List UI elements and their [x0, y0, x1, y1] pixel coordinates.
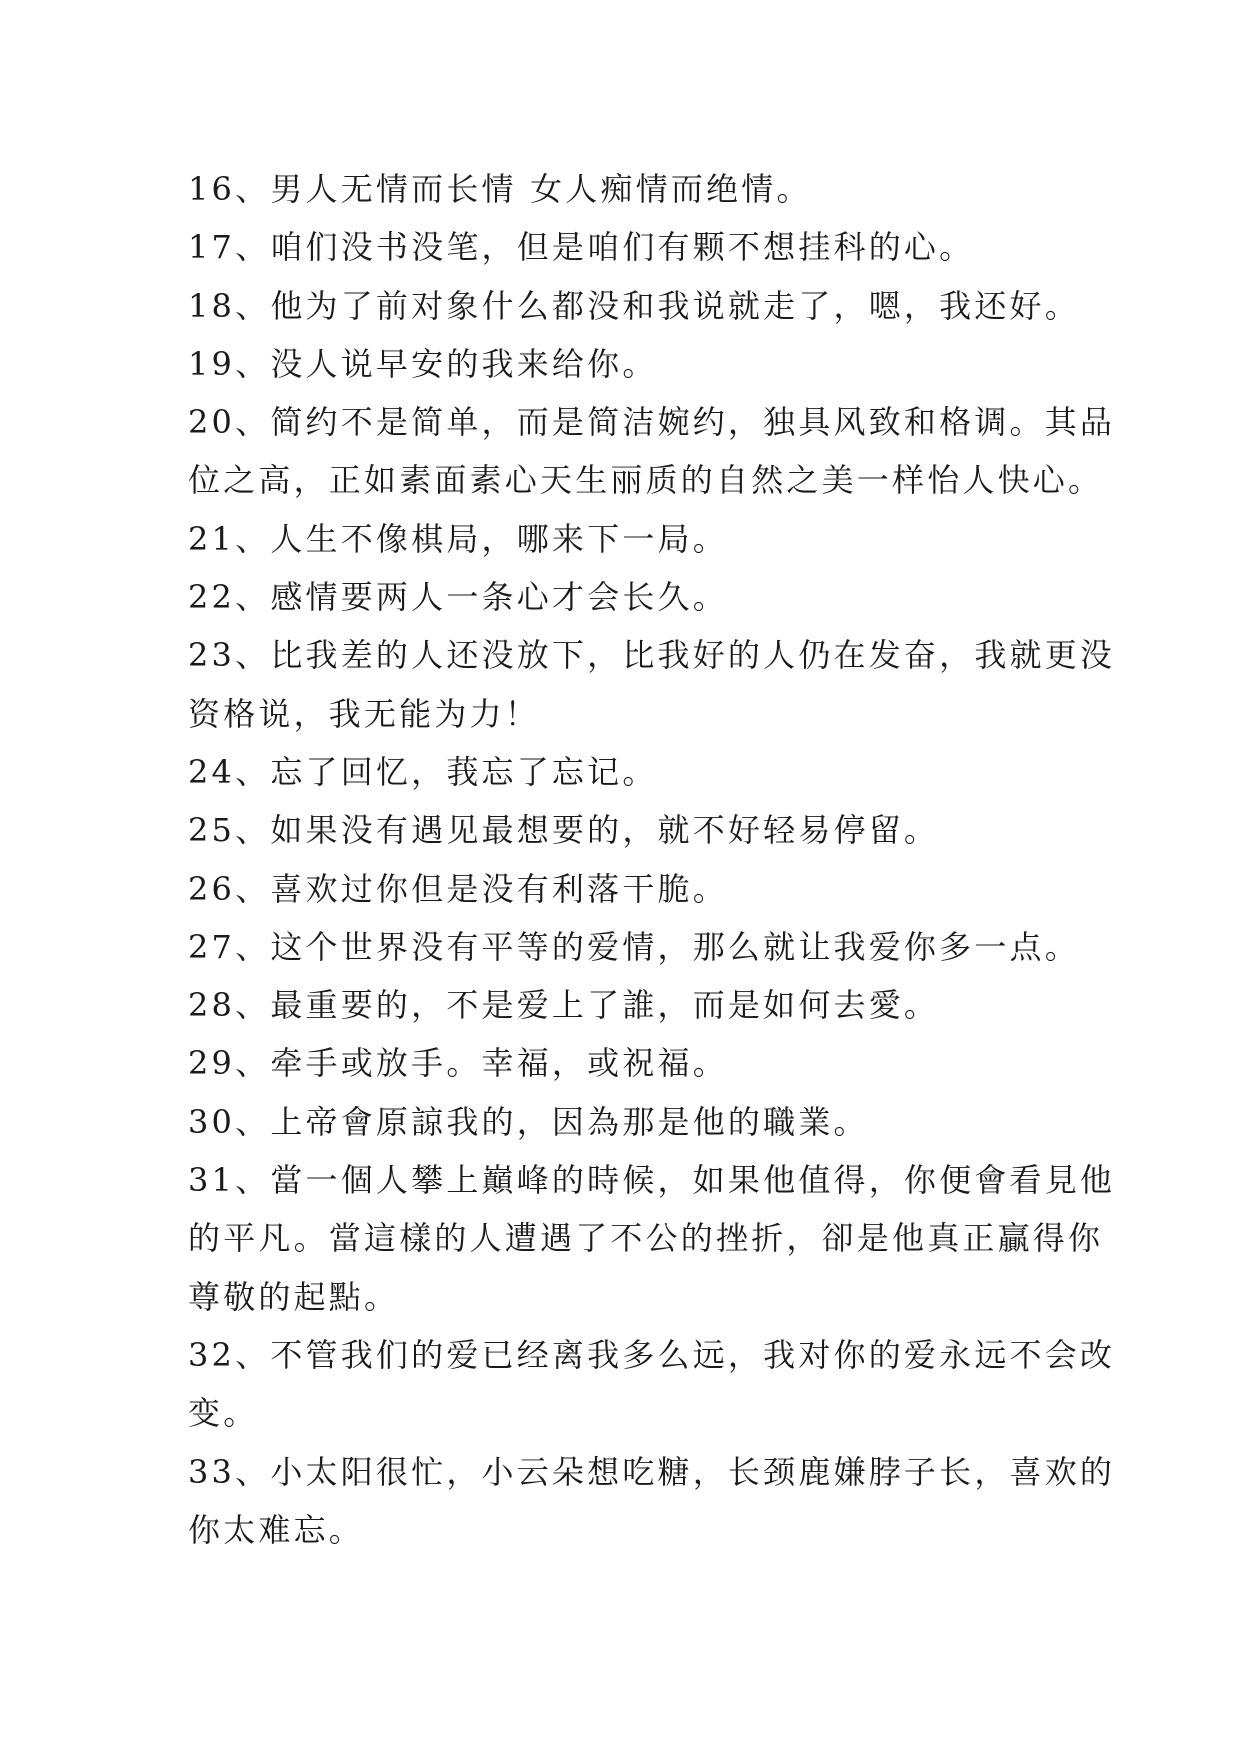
- text-line: 19、没人说早安的我来给你。: [188, 344, 658, 383]
- text-line: 25、如果没有遇见最想要的，就不好轻易停留。: [188, 811, 940, 850]
- text-line: 30、上帝會原諒我的，因為那是他的職業。: [188, 1102, 869, 1141]
- text-line: 变。: [188, 1394, 259, 1433]
- text-line: 18、他为了前对象什么都没和我说就走了，嗯，我还好。: [188, 286, 1080, 325]
- text-line: 20、简约不是简单，而是简洁婉约，独具风致和格调。其品: [188, 403, 1116, 442]
- text-line: 26、喜欢过你但是没有利落干脆。: [188, 869, 728, 908]
- text-line: 33、小太阳很忙，小云朵想吃糖，长颈鹿嫌脖子长，喜欢的: [188, 1452, 1116, 1491]
- document-body: [188, 160, 1116, 1559]
- text-line: 的平凡。當這樣的人遭遇了不公的挫折，卻是他真正贏得你: [188, 1219, 1104, 1258]
- text-line: 21、人生不像棋局，哪来下一局。: [188, 519, 728, 558]
- text-line: 23、比我差的人还没放下，比我好的人仍在发奋，我就更没: [188, 636, 1116, 675]
- text-line: 17、咱们没书没笔，但是咱们有颗不想挂科的心。: [188, 228, 975, 267]
- text-line: 22、感情要两人一条心才会长久。: [188, 578, 728, 617]
- text-line: 资格说，我无能为力！: [188, 694, 541, 733]
- text-line: 16、男人无情而长情 女人痴情而绝情。: [188, 170, 812, 208]
- text-line: 尊敬的起點。: [188, 1277, 400, 1316]
- text-line: 位之高，正如素面素心天生丽质的自然之美一样怡人快心。: [188, 461, 1104, 500]
- text-line: 31、當一個人攀上巔峰的時候，如果他值得，你便會看見他: [188, 1161, 1116, 1200]
- text-line: 32、不管我们的爱已经离我多么远，我对你的爱永远不会改: [188, 1335, 1116, 1374]
- text-line: 你太难忘。: [188, 1510, 365, 1549]
- text-line: 29、牵手或放手。幸福，或祝福。: [188, 1044, 728, 1083]
- text-line: 24、忘了回忆，莪忘了忘记。: [188, 752, 658, 791]
- text-line: 27、这个世界没有平等的爱情，那么就让我爱你多一点。: [188, 927, 1080, 966]
- text-line: 28、最重要的，不是爱上了誰，而是如何去愛。: [188, 986, 940, 1025]
